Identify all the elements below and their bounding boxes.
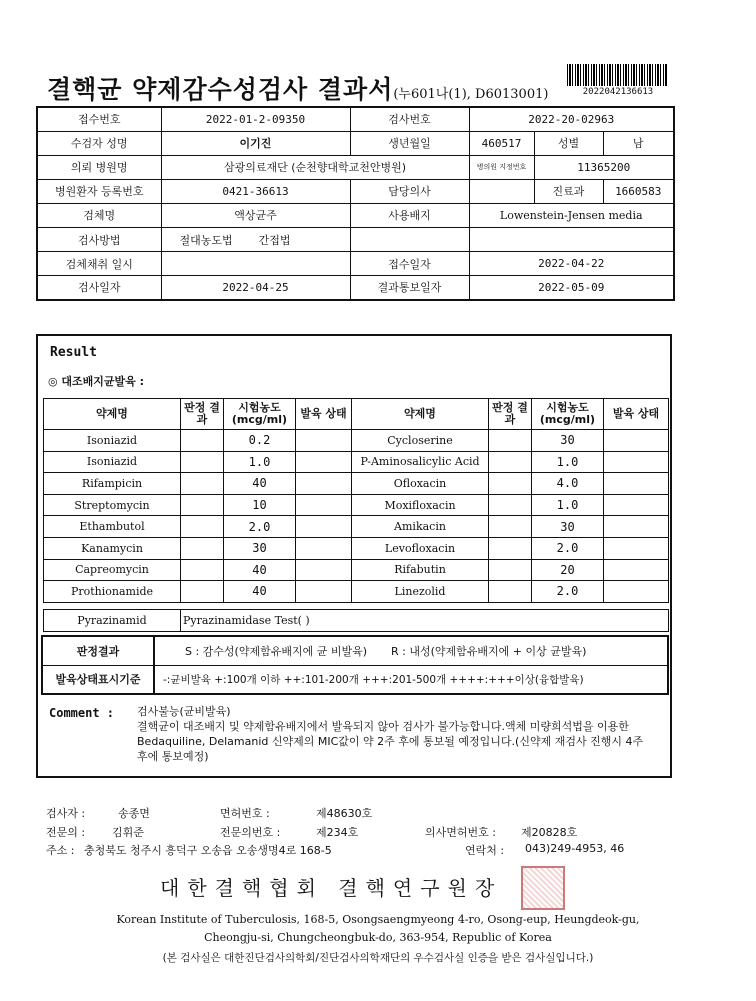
- growth-status: [296, 473, 352, 495]
- test-concentration: 30: [532, 430, 604, 452]
- judge-result: [181, 494, 224, 516]
- growth-status: [604, 559, 669, 581]
- address-label: 주소 :: [46, 844, 75, 857]
- test-no-label: 검사번호: [350, 107, 469, 131]
- test-concentration: 20: [532, 559, 604, 581]
- judge-result: [489, 559, 532, 581]
- drug-row: [44, 451, 669, 473]
- test-concentration: 2.0: [532, 537, 604, 559]
- legend-table: [41, 635, 669, 695]
- drug-name: Streptomycin: [44, 494, 181, 516]
- drug-name: Prothionamide: [44, 581, 181, 603]
- comment-label: Comment :: [49, 706, 115, 720]
- doctor-name: [469, 179, 534, 203]
- judge-result: [181, 516, 224, 538]
- patient-info-table: [36, 106, 675, 301]
- report-date-label: 결과통보일자: [350, 276, 469, 300]
- specimen-value: 액상균주: [161, 203, 350, 227]
- method-1: 절대농도법: [179, 233, 233, 247]
- birth-label: 생년월일: [350, 131, 469, 155]
- drug-name: Isoniazid: [44, 451, 181, 473]
- collect-value: [161, 252, 350, 276]
- reg-no: 0421-36613: [161, 179, 350, 203]
- hospital-name: 삼광의료재단 (순천향대학교천안병원): [161, 155, 469, 179]
- drug-name: Linezolid: [352, 581, 489, 603]
- test-concentration: 4.0: [532, 473, 604, 495]
- test-concentration: 2.0: [224, 516, 296, 538]
- control-growth-label: ◎ 대조배지균발육 :: [48, 375, 145, 388]
- judge-result: [181, 473, 224, 495]
- drug-row: [44, 494, 669, 516]
- drug-name: Levofloxacin: [352, 537, 489, 559]
- header-drug-right: 약제명: [352, 399, 489, 430]
- growth-status: [296, 537, 352, 559]
- dept-value: 1660583: [603, 179, 674, 203]
- test-concentration: 40: [224, 581, 296, 603]
- form-code: (누601나(1), D6013001): [393, 87, 549, 102]
- comment-text: 검사불능(균비발육) 결핵균이 대조배지 및 약제함유배지에서 발육되지 않아 검사가 불가능합니다.액체 미량희석법을 이용한 Bedaquiline, Delamanid 신약제의 MIC값이 약 2주 후에 통보될 예정입니다.(신약제 재검사 진행시 4주 후에 통보예정): [137, 705, 644, 763]
- official-seal: [521, 866, 565, 910]
- judge-result: [181, 430, 224, 452]
- test-concentration: 10: [224, 494, 296, 516]
- specialist-no: 제234호: [316, 826, 359, 839]
- header-growth-left: 발육 상태: [296, 399, 352, 430]
- judge-result: [489, 516, 532, 538]
- pza-value: Pyrazinamidase Test( ): [181, 610, 669, 632]
- drug-name: Moxifloxacin: [352, 494, 489, 516]
- organization-name: 대한결핵협회 결핵연구원장: [160, 876, 503, 900]
- license-label: 면허번호 :: [220, 807, 270, 820]
- growth-status: [604, 537, 669, 559]
- test-date-label: 검사일자: [37, 276, 161, 300]
- patient-name-label: 수검자 성명: [37, 131, 161, 155]
- header-growth-right: 발육 상태: [604, 399, 669, 430]
- growth-status: [604, 494, 669, 516]
- drug-name: Ethambutol: [44, 516, 181, 538]
- judge-r: R : 내성(약제함유배지에 + 이상 균발육): [391, 644, 587, 658]
- growth-legend-label: 발육상태표시기준: [42, 665, 154, 694]
- drug-row: [44, 473, 669, 495]
- contact-label: 연락처 :: [465, 844, 505, 857]
- judge-result: [181, 581, 224, 603]
- hospital-label: 의뢰 병원명: [37, 155, 161, 179]
- test-date: 2022-04-25: [161, 276, 350, 300]
- birth-date: 460517: [469, 131, 534, 155]
- license-no: 제48630호: [316, 807, 373, 820]
- drug-table: [43, 398, 669, 603]
- drug-name: Isoniazid: [44, 430, 181, 452]
- patient-name: 이기진: [161, 131, 350, 155]
- drug-name: Rifampicin: [44, 473, 181, 495]
- specialist-label: 전문의 :: [46, 826, 86, 839]
- drug-name: Rifabutin: [352, 559, 489, 581]
- test-concentration: 40: [224, 473, 296, 495]
- test-concentration: 0.2: [224, 430, 296, 452]
- test-concentration: 40: [224, 559, 296, 581]
- collect-label: 검체채취 일시: [37, 252, 161, 276]
- judge-result: [489, 451, 532, 473]
- pyrazinamide-row: [43, 609, 669, 632]
- drug-row: [44, 537, 669, 559]
- header-conc-left: 시험농도 (mcg/ml): [224, 399, 296, 430]
- sex-label: 성별: [534, 131, 603, 155]
- received-label: 접수일자: [350, 252, 469, 276]
- method-blank: [350, 227, 469, 251]
- judge-legend: [154, 636, 668, 665]
- dept-label: 진료과: [534, 179, 603, 203]
- test-concentration: 30: [532, 516, 604, 538]
- judge-result: [489, 537, 532, 559]
- tester-name: 송종면: [118, 807, 150, 820]
- test-concentration: 30: [224, 537, 296, 559]
- reg-no-label: 병원환자 등록번호: [37, 179, 161, 203]
- specimen-label: 검체명: [37, 203, 161, 227]
- growth-status: [604, 451, 669, 473]
- received-date: 2022-04-22: [469, 252, 674, 276]
- hospital-code-label: 병의원 지정번호: [469, 155, 534, 179]
- hospital-code: 11365200: [534, 155, 674, 179]
- test-concentration: 1.0: [532, 451, 604, 473]
- header-drug-left: 약제명: [44, 399, 181, 430]
- header-conc-right: 시험농도 (mcg/ml): [532, 399, 604, 430]
- specialist-name: 김휘준: [112, 826, 144, 839]
- judge-result: [181, 451, 224, 473]
- drug-row: [44, 559, 669, 581]
- sex-value: 남: [603, 131, 674, 155]
- header-judge-left: 판정 결과: [181, 399, 224, 430]
- doctor-label: 담당의사: [350, 179, 469, 203]
- judge-result: [489, 494, 532, 516]
- contact-value: 043)249-4953, 46: [525, 842, 625, 855]
- drug-name: Kanamycin: [44, 537, 181, 559]
- growth-legend: -:균비발육 +:100개 이하 ++:101-200개 +++:201-500개 ++++:+++이상(융합발육): [154, 665, 668, 694]
- method-blank-right: [469, 227, 674, 251]
- growth-status: [296, 516, 352, 538]
- english-address-line-1: Korean Institute of Tuberculosis, 168-5, Osongsaengmyeong 4-ro, Osong-eup, Heungdeok-gu,: [116, 913, 640, 926]
- growth-status: [296, 581, 352, 603]
- receipt-no-label: 접수번호: [37, 107, 161, 131]
- doctor-license-label: 의사면허번호 :: [425, 826, 496, 839]
- growth-status: [296, 451, 352, 473]
- report-date: 2022-05-09: [469, 276, 674, 300]
- growth-status: [604, 430, 669, 452]
- drug-name: Capreomycin: [44, 559, 181, 581]
- judge-result: [489, 581, 532, 603]
- judge-result: [181, 537, 224, 559]
- medium-label: 사용배지: [350, 203, 469, 227]
- drug-row: [44, 430, 669, 452]
- growth-status: [296, 494, 352, 516]
- medium-value: Lowenstein-Jensen media: [469, 203, 674, 227]
- judge-result: [489, 473, 532, 495]
- certification-note: (본 검사실은 대한진단검사의학회/진단검사의학재단의 우수검사실 인증을 받은 검사실입니다.): [162, 952, 594, 964]
- test-concentration: 2.0: [532, 581, 604, 603]
- growth-status: [296, 559, 352, 581]
- judge-legend-label: 판정결과: [42, 636, 154, 665]
- drug-name: Amikacin: [352, 516, 489, 538]
- doctor-license-no: 제20828호: [521, 826, 578, 839]
- method-label: 검사방법: [37, 227, 161, 251]
- header-judge-right: 판정 결과: [489, 399, 532, 430]
- pza-label: Pyrazinamid: [44, 610, 181, 632]
- growth-status: [296, 430, 352, 452]
- specialist-no-label: 전문의번호 :: [220, 826, 281, 839]
- drug-name: Ofloxacin: [352, 473, 489, 495]
- judge-result: [181, 559, 224, 581]
- english-address-line-2: Cheongju-si, Chungcheongbuk-do, 363-954, Republic of Korea: [204, 931, 552, 944]
- judge-result: [489, 430, 532, 452]
- drug-name: Cycloserine: [352, 430, 489, 452]
- judge-s: S : 감수성(약제함유배지에 균 비발육): [185, 644, 368, 658]
- method-2: 간접법: [258, 233, 291, 247]
- test-no: 2022-20-02963: [469, 107, 674, 131]
- drug-name: P-Aminosalicylic Acid: [352, 451, 489, 473]
- growth-status: [604, 516, 669, 538]
- drug-row: [44, 581, 669, 603]
- receipt-no: 2022-01-2-09350: [161, 107, 350, 131]
- test-concentration: 1.0: [532, 494, 604, 516]
- growth-status: [604, 581, 669, 603]
- result-label: Result: [50, 345, 97, 360]
- method-value: [161, 227, 350, 251]
- page-title: 결핵균 약제감수성검사 결과서(누601나(1), D6013001): [47, 75, 549, 104]
- drug-row: [44, 516, 669, 538]
- barcode: [567, 64, 667, 86]
- address-value: 충청북도 청주시 흥덕구 오송읍 오송생명4로 168-5: [84, 844, 332, 857]
- tester-label: 검사자 :: [46, 807, 86, 820]
- growth-status: [604, 473, 669, 495]
- barcode-number: 2022042136613: [582, 87, 654, 97]
- test-concentration: 1.0: [224, 451, 296, 473]
